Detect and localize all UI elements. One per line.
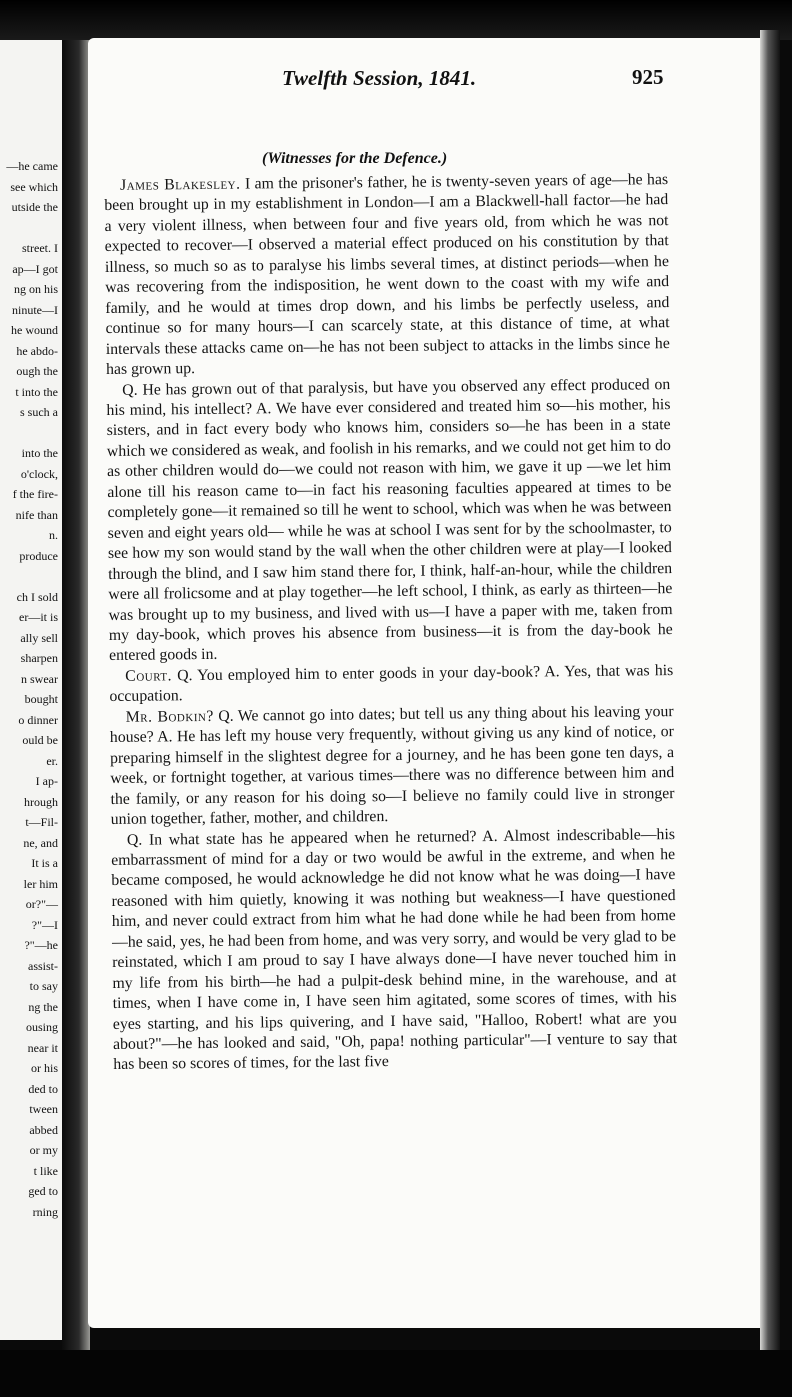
left-page-fragment: t into the: [15, 384, 58, 399]
left-page-fragment: er—it is: [19, 610, 58, 624]
speaker-name: Court.: [125, 667, 173, 685]
left-page-fragment: tween: [29, 1102, 58, 1116]
left-page-fragment: produce: [19, 548, 58, 563]
left-page-fragment: ne, and: [23, 835, 58, 850]
paragraph-text: Q. We cannot go into dates; but tell us any thing about his leaving your house? A. He has left my house very frequently, without giving us any kind of notice, or preparing himself in the slightest degree for a journey, and he has been gone ten days, a week, or fortnight together, at various times—there was no difference between him and the family, or any reason for his doing so—I believe no family could live in stronger union together, father, mother, and children.: [109, 702, 675, 829]
left-page-fragment: ould be: [22, 733, 58, 747]
left-page-fragment: ng the: [28, 999, 58, 1014]
left-page-fragment: I ap-: [35, 774, 58, 788]
page-number: 925: [632, 65, 664, 89]
left-page-fragment: to say: [29, 979, 58, 993]
left-page-fragment: hrough: [24, 794, 58, 809]
left-page-fragment: or my: [29, 1143, 58, 1157]
left-page-fragment: t—Fil-: [25, 815, 58, 829]
left-page-fragment: o'clock,: [20, 466, 58, 481]
left-page-fragment: sharpen: [20, 651, 58, 665]
speaker-name: James Blakesley.: [120, 175, 241, 194]
left-page-fragment: or his: [31, 1061, 58, 1075]
body-text: [104, 170, 677, 1076]
left-page-fragment: ousing: [25, 1020, 58, 1034]
book-gutter: [62, 40, 90, 1350]
left-page-fragment: ler him: [23, 876, 58, 891]
left-page-fragment: ch I sold: [16, 589, 58, 604]
scan-top-edge: [0, 0, 792, 40]
left-page-fragment: nife than: [15, 507, 58, 522]
left-page-fragment: rning: [32, 1204, 58, 1219]
left-page-fragment: o dinner: [18, 712, 58, 727]
left-page-fragment: ap—I got: [12, 261, 58, 276]
left-page-fragment: or?"—: [25, 897, 58, 911]
section-subheading: (Witnesses for the Defence.): [262, 150, 448, 167]
testimony-paragraph: [106, 375, 673, 667]
left-page-fragment: utside the: [11, 200, 58, 214]
paragraph-text: Q. You employed him to enter goods in your day-book? A. Yes, that was his occupation.: [109, 661, 674, 706]
left-page-fragment: t like: [33, 1163, 58, 1178]
scan-bottom-edge: [0, 1350, 792, 1397]
left-page-fragment: see which: [10, 179, 58, 194]
left-page-fragment: ?"—he: [24, 938, 58, 952]
left-page-fragment: near it: [27, 1040, 58, 1055]
left-page-fragment: —he came: [6, 159, 58, 173]
left-page-fragment: assist-: [28, 958, 58, 973]
left-page-fragment: s such a: [20, 405, 58, 419]
left-page-fragment: bought: [24, 692, 58, 706]
book-cover-edge: [760, 30, 780, 1350]
left-page-fragment: ally sell: [20, 630, 58, 645]
left-page-fragment: ged to: [28, 1184, 58, 1198]
paragraph-text: Q. He has grown out of that paralysis, but have you observed any effect produced on his mind, his intellect? A. We have ever considered and treated him so—his mother, his sisters, and in fact every body who knows him, considers so—he has been in a state which we considered as weak, and foolish in his remarks, and we could not get him to do as other children would do—we could not reason with him, we gave it up —we let him alone till his reason came to—in fact his reasoning faculties appeared at times to be completely gone—it remained so till he went to school, which was when he was between seven and eight years old— while he was at school I was sent for by the schoolmaster, to see how my son would stand by the wall when the other children were at play—I looked through the blind, and I saw him stand there for, I think, half-an-hour, while the children were all frolicsome and at play together—he left school, I think, as early as thirteen—he was brought up to my business, and lived with us—I have a paper with me, taken from my day-book, which proves his absence from business—it is from the day-book he entered goods in.: [106, 375, 673, 665]
left-page-fragment: abbed: [29, 1122, 58, 1137]
paragraph-text: I am the prisoner's father, he is twenty-seven years of age—he has been brought up in my establishment in London—I am a Blackwell-hall factor—he had a very violent illness, when between four and five years old, from which he was not expected to recover—I observed a material effect produced on his constitution by that illness, so much so as to paralyse his limbs several times, at distinct periods—when he was recovering from the indisposition, he went down to the coast with my wife and family, and he would at times drop down, and his limbs be perfectly useless, and continue so for many hours—I can scarcely state, at this distance of time, at what intervals these attacks came on—he has not been subject to attacks in the limbs since he has grown up.: [104, 171, 670, 379]
running-head: [190, 66, 670, 96]
running-head-title: Twelfth Session, 1841.: [282, 66, 477, 90]
left-page-fragment: into the: [21, 446, 58, 460]
testimony-paragraph: [109, 661, 673, 708]
paragraph-text: Q. In what state has he appeared when he returned? A. Almost indescribable—his embarrassment of mind for a day or two would be awful in the extreme, and when he became composed, he would acknowledge he did not know what he was doing—I have reasoned with him quietly, knowing it was nothing but weakness—I have questioned him, and never could extract from him what he had done while he had been from home —he said, yes, he had been from home, and was very sorry, and would be very glad to be reinstated, which I am proud to say I have always done—I have never touched him in my life from his birth—he had a pulpit-desk behind mine, in the warehouse, and at times, when I have come in, I have seen him agitated, some scores of times, with his eyes starting, and his lips quivering, and I have said, "Halloo, Robert! what are you about?"—he has looked and said, "Oh, papa! nothing particular"—I venture to say that has been so scores of times, for the last five: [111, 825, 678, 1074]
left-page-fragment: he abdo-: [16, 343, 58, 358]
left-page-fragment: ded to: [28, 1081, 58, 1096]
left-page-margin: [0, 40, 68, 1340]
left-page-fragment: ?"—I: [31, 917, 58, 932]
speaker-name: Mr. Bodkin?: [125, 707, 214, 726]
testimony-paragraph: [104, 170, 670, 380]
testimony-paragraph: [111, 825, 678, 1076]
left-page-fragment: ough the: [16, 364, 58, 378]
left-page-fragment: n.: [49, 528, 58, 542]
left-page-fragment: ninute—I: [12, 302, 58, 317]
left-page-fragment: It is a: [31, 856, 58, 870]
left-page-fragment: n swear: [21, 671, 58, 686]
left-page-fragment: he wound: [11, 323, 58, 337]
left-page-fragment: street. I: [22, 241, 58, 255]
left-page-fragment: ng on his: [13, 282, 58, 296]
left-page-fragment: er.: [46, 753, 58, 768]
testimony-paragraph: [110, 702, 675, 831]
left-page-fragment: f the fire-: [12, 487, 58, 501]
